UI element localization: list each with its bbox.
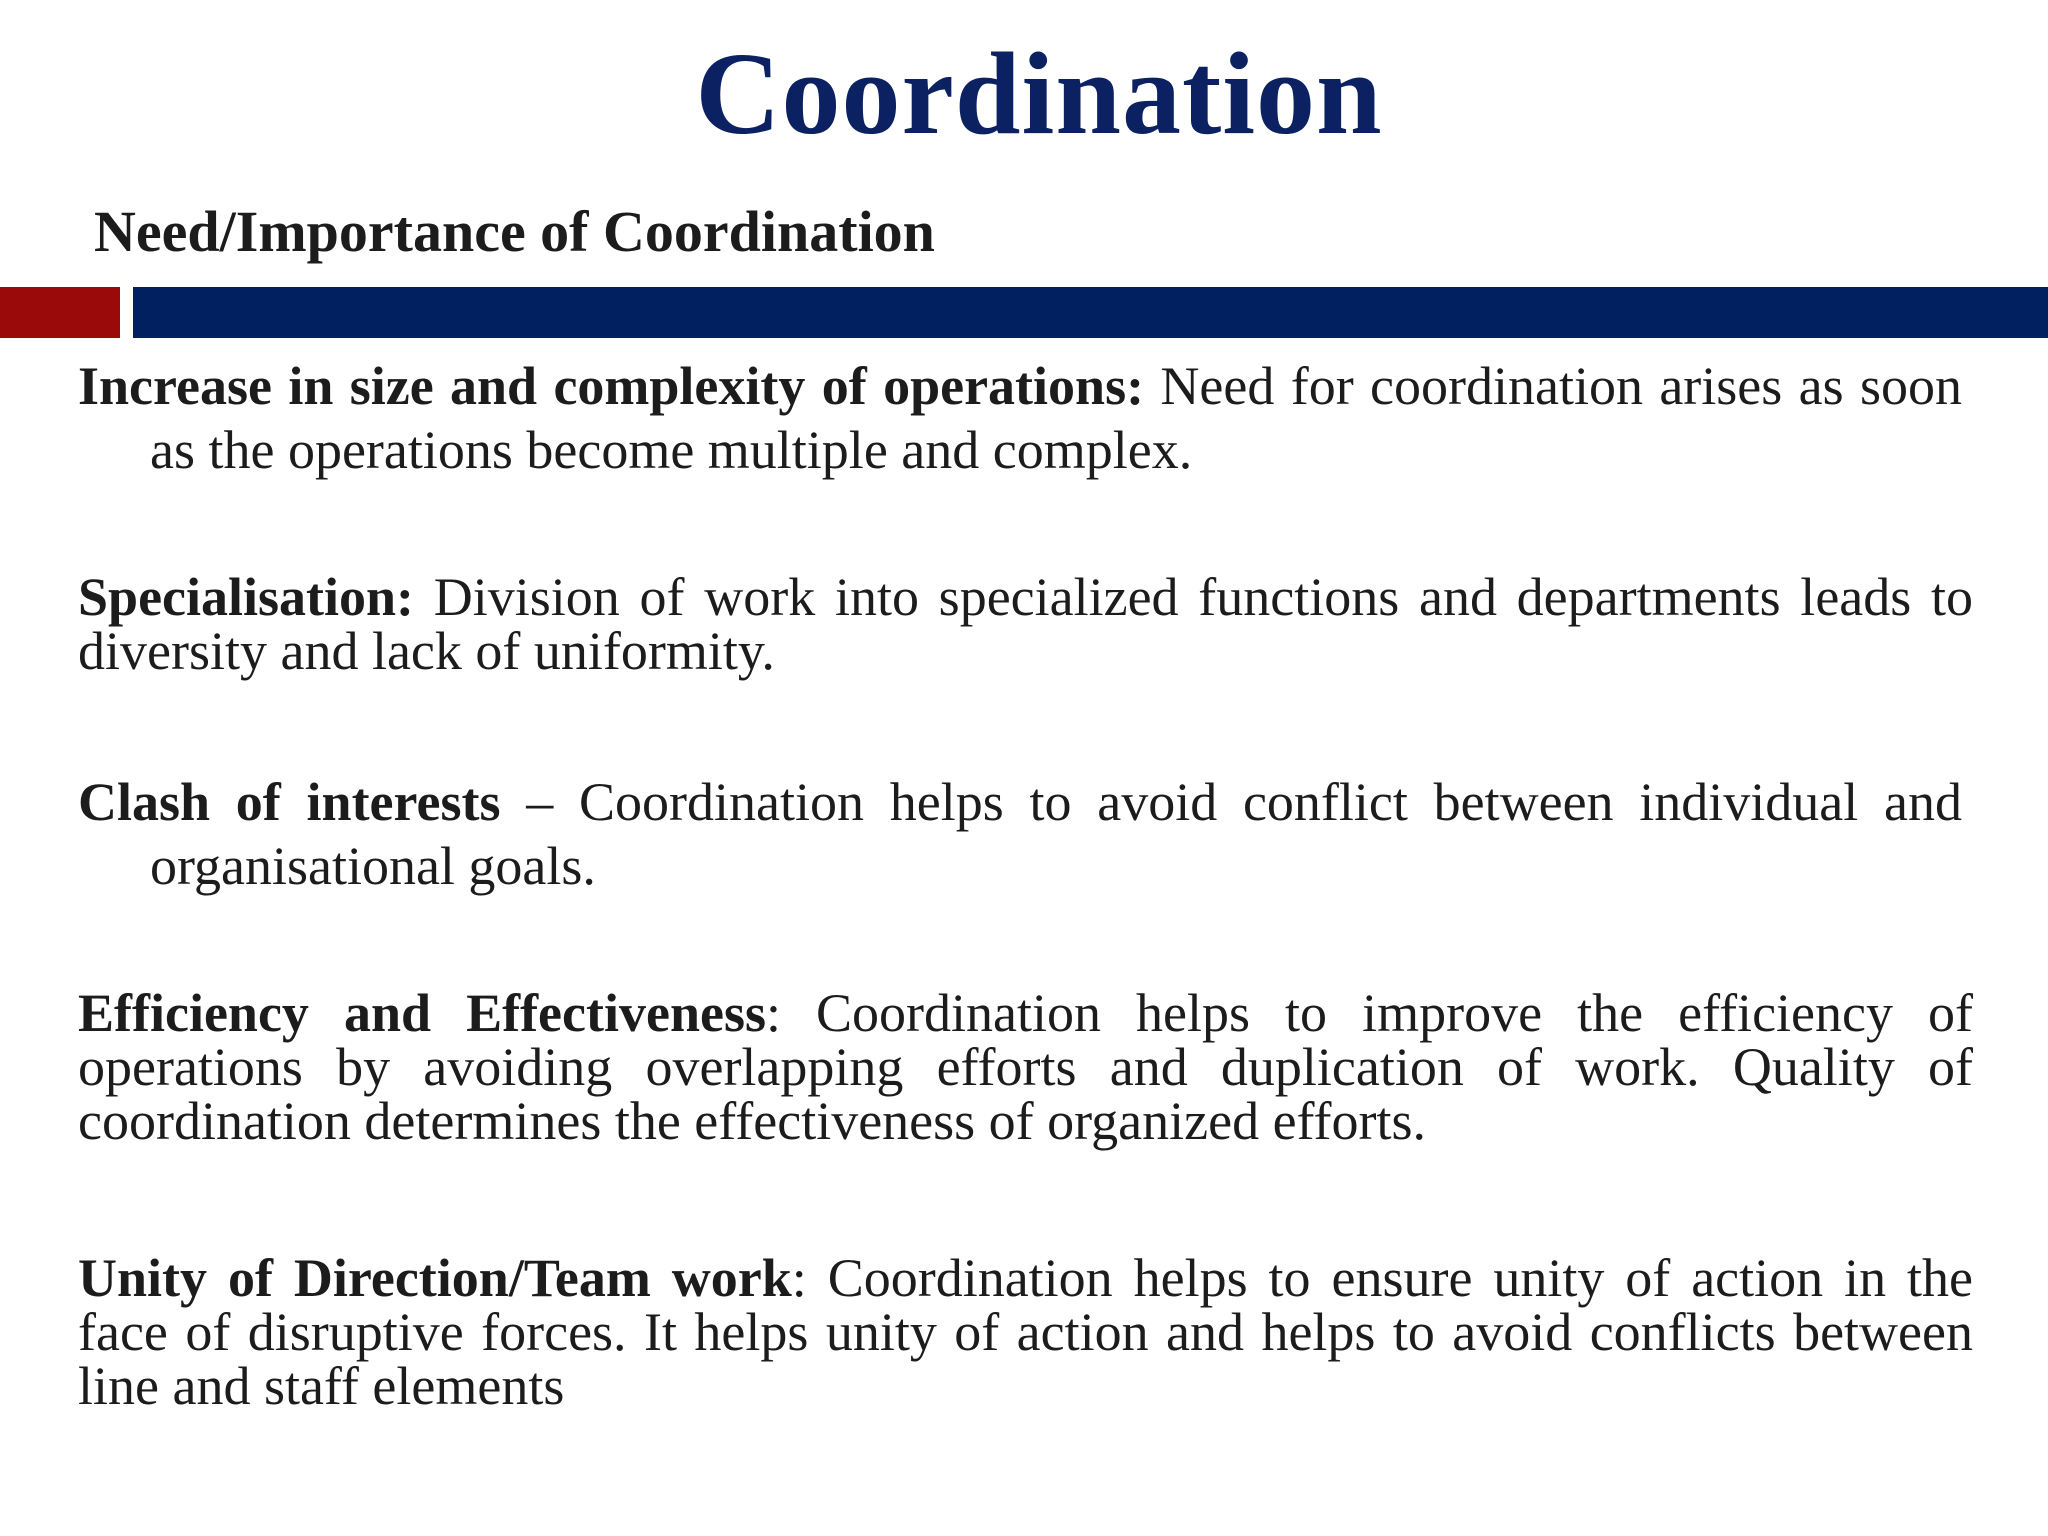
point-term: Unity of Direction/Team work bbox=[78, 1248, 792, 1308]
point-specialisation bbox=[78, 567, 1973, 681]
point-term: Efficiency and Effectiveness bbox=[78, 983, 766, 1043]
point-term: Increase in size and complexity of operations: bbox=[78, 356, 1145, 416]
point-efficiency-effectiveness bbox=[78, 983, 1973, 1151]
accent-bar-red bbox=[0, 287, 120, 338]
point-text: Division of work into specialized functions and departments leads to diversity and lack of uniformity. bbox=[78, 567, 1973, 681]
point-clash-of-interests bbox=[78, 770, 1962, 898]
point-text: – Coordination helps to avoid conflict between individual and organisational goals. bbox=[150, 772, 1962, 896]
point-text: : Coordination helps to ensure unity of action in the face of disruptive forces. It helps unity of action and helps to avoid conflicts between line and staff elements bbox=[78, 1248, 1973, 1416]
point-text: : Coordination helps to improve the efficiency of operations by avoiding overlapping efforts and duplication of work. Quality of coordination determines the effectiveness of organized efforts. bbox=[78, 983, 1973, 1151]
point-term: Specialisation: bbox=[78, 567, 415, 627]
point-text: Need for coordination arises as soon as the operations become multiple and complex. bbox=[150, 356, 1962, 480]
slide-title: Coordination bbox=[695, 28, 1383, 159]
point-size-complexity bbox=[78, 354, 1962, 482]
accent-bar-blue bbox=[133, 287, 2048, 338]
point-unity-of-direction bbox=[78, 1248, 1973, 1416]
point-term: Clash of interests bbox=[78, 772, 501, 832]
slide-subtitle: Need/Importance of Coordination bbox=[94, 199, 935, 264]
